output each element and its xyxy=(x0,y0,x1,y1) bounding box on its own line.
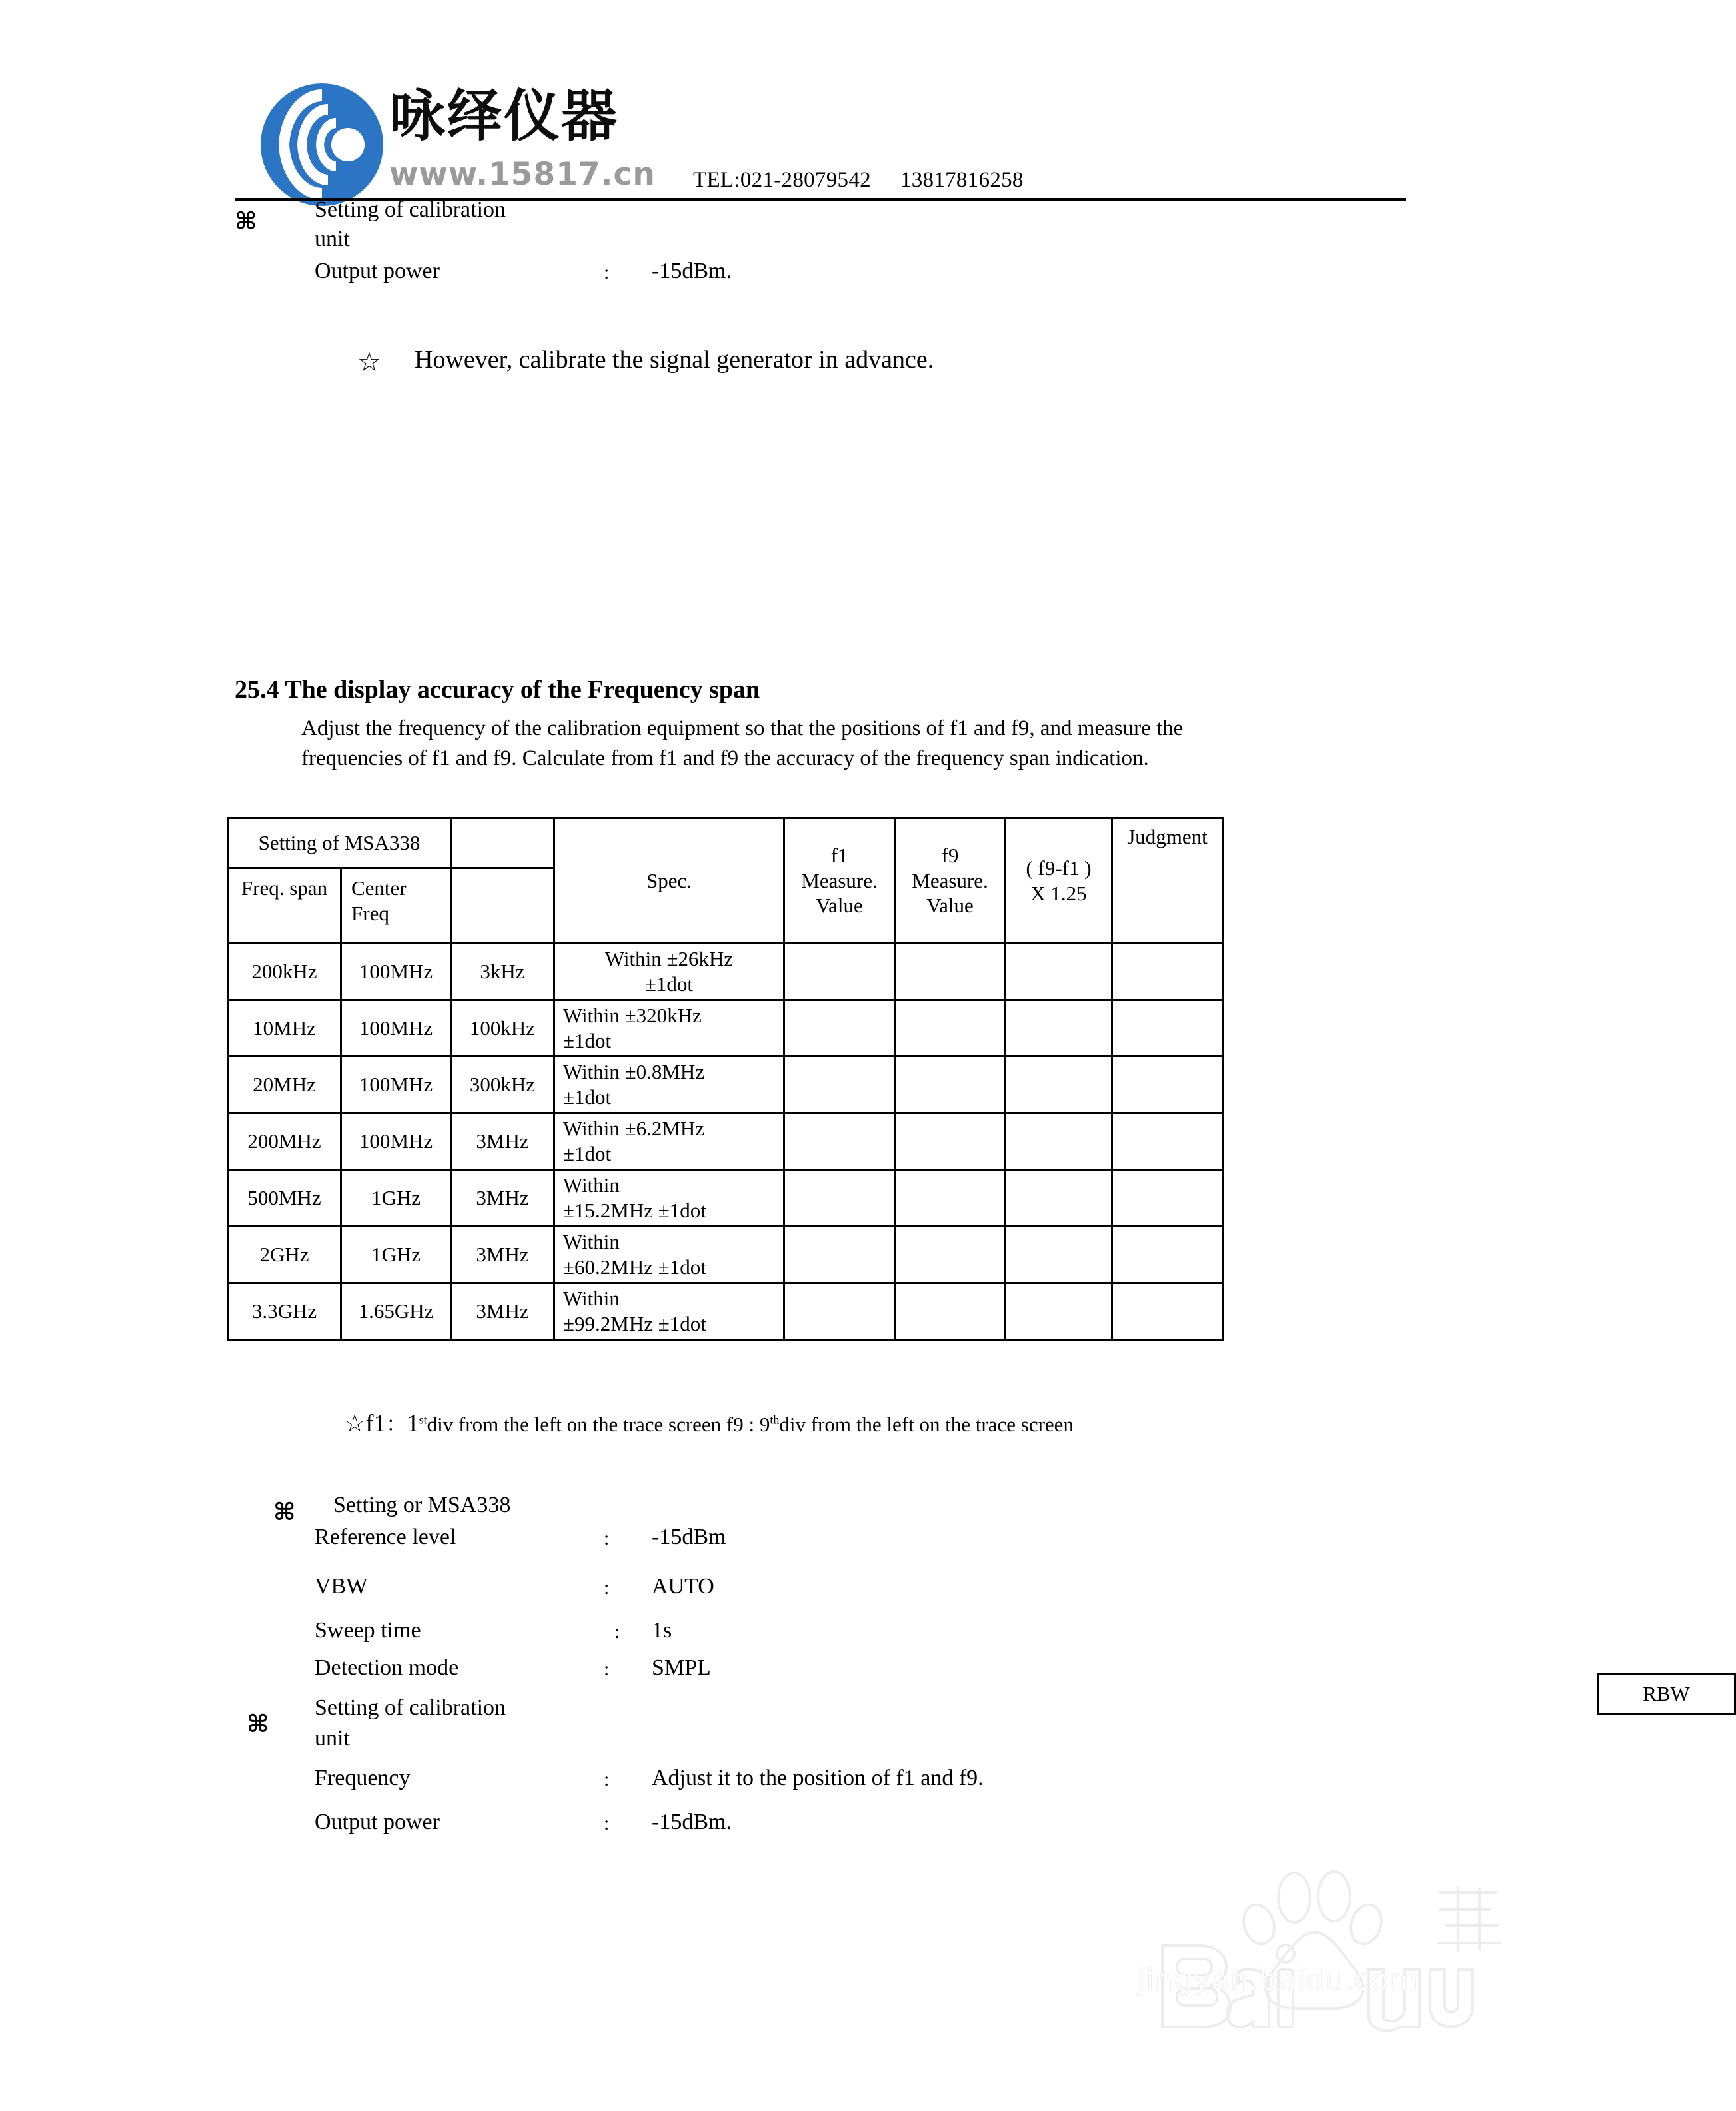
cell-judgment xyxy=(1112,1113,1223,1170)
logo-website-text: www.15817.cn xyxy=(389,156,656,193)
cell-rbw-value: 3MHz xyxy=(451,1227,554,1283)
cell-diff-times-125 xyxy=(1006,1057,1112,1113)
vbw-colon: : xyxy=(604,1577,610,1599)
header-f1-measure-value xyxy=(784,818,895,944)
msa-settings-bullet-icon: ⌘ xyxy=(273,1499,296,1526)
sweep-time-label: Sweep time xyxy=(315,1618,421,1643)
cell-freq-span: 500MHz xyxy=(228,1170,341,1227)
section-paragraph-line1: Adjust the frequency of the calibration equipment so that the positions of f1 and f9, and measure the xyxy=(301,716,1184,740)
cell-spec-line2: ±99.2MHz ±1dot xyxy=(563,1312,706,1335)
rbw-header-box xyxy=(1597,1673,1736,1715)
cell-spec-line1: Within ±6.2MHz xyxy=(563,1117,705,1141)
reference-level-colon: : xyxy=(604,1527,610,1549)
logo-chinese-name: 咏绎仪器 xyxy=(389,83,619,149)
footnote-tail-text: div from the left on the trace screen xyxy=(779,1413,1074,1436)
calibration-unit-title-line1: Setting of calibration xyxy=(315,197,506,222)
cell-spec-line2: ±1dot xyxy=(563,1029,612,1052)
cell-spec xyxy=(554,1283,784,1340)
cell-f9-measure-value xyxy=(895,1227,1006,1283)
cell-f9-measure-value xyxy=(895,1283,1006,1340)
footnote-colon: ： xyxy=(386,1413,407,1436)
header-f1-line1: f1 xyxy=(830,843,848,867)
cell-spec xyxy=(554,1227,784,1283)
table-row xyxy=(228,1000,1223,1057)
star-icon: ☆ xyxy=(357,347,381,378)
frequency-value: Adjust it to the position of f1 and f9. xyxy=(652,1766,984,1790)
cell-spec-line1: Within ±320kHz xyxy=(563,1004,702,1028)
signal-waves-logo-icon xyxy=(259,81,385,208)
output-power-value: -15dBm. xyxy=(652,259,732,283)
cell-judgment xyxy=(1112,1283,1223,1340)
cell-spec-line2: ±60.2MHz ±1dot xyxy=(563,1255,706,1279)
contact-info xyxy=(693,168,1024,193)
cell-freq-span: 2GHz xyxy=(228,1227,341,1283)
cell-rbw-value: 3MHz xyxy=(451,1283,554,1340)
cell-f9-measure-value xyxy=(895,1057,1006,1113)
calibration-unit-bullet-icon-bottom: ⌘ xyxy=(247,1711,269,1738)
cell-center-freq: 1GHz xyxy=(341,1170,451,1227)
cell-diff-times-125 xyxy=(1006,1170,1112,1227)
footnote-ordinal2-suffix: th xyxy=(770,1413,780,1427)
footnote-f1-label: f1 xyxy=(365,1410,387,1437)
cell-rbw-value: 100kHz xyxy=(451,1000,554,1057)
table-row xyxy=(228,1227,1223,1283)
footnote-ordinal1-suffix: st xyxy=(419,1413,427,1427)
subheader-center-freq-line1: Center xyxy=(351,876,407,900)
baidu-paw-logo-icon xyxy=(1126,1859,1513,2026)
frequency-colon: : xyxy=(604,1768,610,1790)
cell-center-freq: 100MHz xyxy=(341,1113,451,1170)
cell-spec-line2: ±1dot xyxy=(563,1085,612,1109)
section-paragraph-line2: frequencies of f1 and f9. Calculate from f1 and f9 the accuracy of the frequency span indication. xyxy=(301,746,1149,770)
table-row xyxy=(228,1170,1223,1227)
cell-center-freq: 1.65GHz xyxy=(341,1283,451,1340)
subheader-center-freq xyxy=(341,868,451,944)
detection-mode-colon: : xyxy=(604,1658,610,1680)
frequency-span-accuracy-table xyxy=(227,817,1224,1341)
detection-mode-label: Detection mode xyxy=(315,1655,459,1680)
header-f1-line2: Measure. xyxy=(801,868,878,892)
star-note-text: However, calibrate the signal generator in advance. xyxy=(415,346,934,374)
output-power-label-bottom: Output power xyxy=(315,1810,440,1834)
cell-f9-measure-value xyxy=(895,1000,1006,1057)
msa-settings-title: Setting or MSA338 xyxy=(333,1493,511,1517)
footnote-star-icon: ☆ xyxy=(344,1410,366,1437)
cell-f1-measure-value xyxy=(784,1283,895,1340)
cell-f1-measure-value xyxy=(784,1227,895,1283)
telephone-label: TEL:021-28079542 xyxy=(693,168,871,192)
cell-rbw-value: 3kHz xyxy=(451,944,554,1000)
subheader-center-freq-line2: Freq xyxy=(351,901,389,925)
cell-spec-line1: Within ±0.8MHz xyxy=(563,1060,705,1084)
output-power-colon-bottom: : xyxy=(604,1812,610,1834)
cell-judgment xyxy=(1112,1227,1223,1283)
baidu-jingyan-watermark xyxy=(1126,1859,1513,2026)
cell-judgment xyxy=(1112,1000,1223,1057)
cell-spec xyxy=(554,944,784,1000)
cell-spec-line1: Within xyxy=(563,1287,620,1311)
subheader-rbw-blank xyxy=(451,868,554,944)
watermark-url-text: jingyan.baidu.com xyxy=(1137,1963,1419,1997)
sweep-time-colon: : xyxy=(614,1621,620,1643)
cell-spec-line2: ±1dot xyxy=(644,972,694,996)
cell-freq-span: 200MHz xyxy=(228,1113,341,1170)
cell-spec xyxy=(554,1170,784,1227)
header-diff-line2: X 1.25 xyxy=(1030,881,1087,905)
header-f9-line1: f9 xyxy=(941,843,959,867)
reference-level-label: Reference level xyxy=(315,1525,456,1549)
header-setting-of-msa338: Setting of MSA338 xyxy=(228,818,451,868)
header-spec: Spec. xyxy=(554,818,784,944)
detection-mode-value: SMPL xyxy=(652,1655,711,1680)
cell-spec xyxy=(554,1113,784,1170)
cell-rbw-value: 3MHz xyxy=(451,1170,554,1227)
header-f1-line3: Value xyxy=(816,894,863,918)
cell-diff-times-125 xyxy=(1006,1227,1112,1283)
table-row xyxy=(228,1113,1223,1170)
cell-f1-measure-value xyxy=(784,944,895,1000)
output-power-label: Output power xyxy=(315,259,440,283)
cell-freq-span: 20MHz xyxy=(228,1057,341,1113)
mobile-number: 13817816258 xyxy=(900,168,1024,192)
section-heading: 25.4 The display accuracy of the Frequency span xyxy=(235,676,760,704)
cell-f1-measure-value xyxy=(784,1000,895,1057)
calibration-unit-bottom-line2: unit xyxy=(315,1726,350,1751)
vbw-label: VBW xyxy=(315,1574,368,1599)
frequency-label: Frequency xyxy=(315,1766,411,1790)
vbw-value: AUTO xyxy=(652,1574,714,1599)
header-f9-line2: Measure. xyxy=(912,868,988,892)
cell-judgment xyxy=(1112,1057,1223,1113)
calibration-unit-title-line2: unit xyxy=(315,227,350,251)
footnote-ordinal1-number: 1 xyxy=(407,1410,419,1437)
f1-f9-definition-footnote xyxy=(344,1407,1074,1438)
cell-f9-measure-value xyxy=(895,944,1006,1000)
table-row xyxy=(228,1057,1223,1113)
cell-spec-line2: ±15.2MHz ±1dot xyxy=(563,1199,706,1222)
footnote-middle-text: div from the left on the trace screen f9 : 9 xyxy=(427,1413,770,1436)
header-blank-upper xyxy=(451,818,554,868)
cell-spec-line1: Within xyxy=(563,1230,620,1254)
cell-freq-span: 3.3GHz xyxy=(228,1283,341,1340)
cell-rbw-value: 3MHz xyxy=(451,1113,554,1170)
cell-judgment xyxy=(1112,1170,1223,1227)
header-f9-measure-value xyxy=(895,818,1006,944)
cell-center-freq: 100MHz xyxy=(341,944,451,1000)
reference-level-value: -15dBm xyxy=(652,1525,726,1549)
table-row xyxy=(228,1283,1223,1340)
subheader-freq-span: Freq. span xyxy=(228,868,341,944)
cell-spec xyxy=(554,1000,784,1057)
cell-spec-line1: Within xyxy=(563,1173,620,1197)
table-row xyxy=(228,944,1223,1000)
header-f9-line3: Value xyxy=(926,894,974,918)
sweep-time-value: 1s xyxy=(652,1618,672,1643)
cell-spec-line2: ±1dot xyxy=(563,1142,612,1165)
cell-diff-times-125 xyxy=(1006,1283,1112,1340)
cell-f9-measure-value xyxy=(895,1113,1006,1170)
cell-f1-measure-value xyxy=(784,1113,895,1170)
output-power-colon: : xyxy=(604,261,610,283)
cell-center-freq: 1GHz xyxy=(341,1227,451,1283)
cell-center-freq: 100MHz xyxy=(341,1057,451,1113)
table-header-row-1 xyxy=(228,818,1223,868)
cell-spec xyxy=(554,1057,784,1113)
page-header xyxy=(0,0,1631,200)
cell-f1-measure-value xyxy=(784,1170,895,1227)
rbw-label: RBW xyxy=(1643,1682,1690,1705)
cell-diff-times-125 xyxy=(1006,1113,1112,1170)
header-judgment: Judgment xyxy=(1112,818,1223,944)
cell-rbw-value: 300kHz xyxy=(451,1057,554,1113)
company-logo xyxy=(259,81,656,205)
cell-freq-span: 200kHz xyxy=(228,944,341,1000)
cell-f9-measure-value xyxy=(895,1170,1006,1227)
cell-diff-times-125 xyxy=(1006,1000,1112,1057)
header-f9-minus-f1-times-125 xyxy=(1006,818,1112,944)
command-bullet-icon: ⌘ xyxy=(235,208,257,235)
cell-judgment xyxy=(1112,944,1223,1000)
cell-spec-line1: Within ±26kHz xyxy=(604,947,734,971)
cell-center-freq: 100MHz xyxy=(341,1000,451,1057)
cell-diff-times-125 xyxy=(1006,944,1112,1000)
header-diff-line1: ( f9-f1 ) xyxy=(1026,856,1092,880)
calibration-unit-bottom-line1: Setting of calibration xyxy=(315,1695,506,1720)
cell-freq-span: 10MHz xyxy=(228,1000,341,1057)
cell-f1-measure-value xyxy=(784,1057,895,1113)
output-power-value-bottom: -15dBm. xyxy=(652,1810,732,1834)
